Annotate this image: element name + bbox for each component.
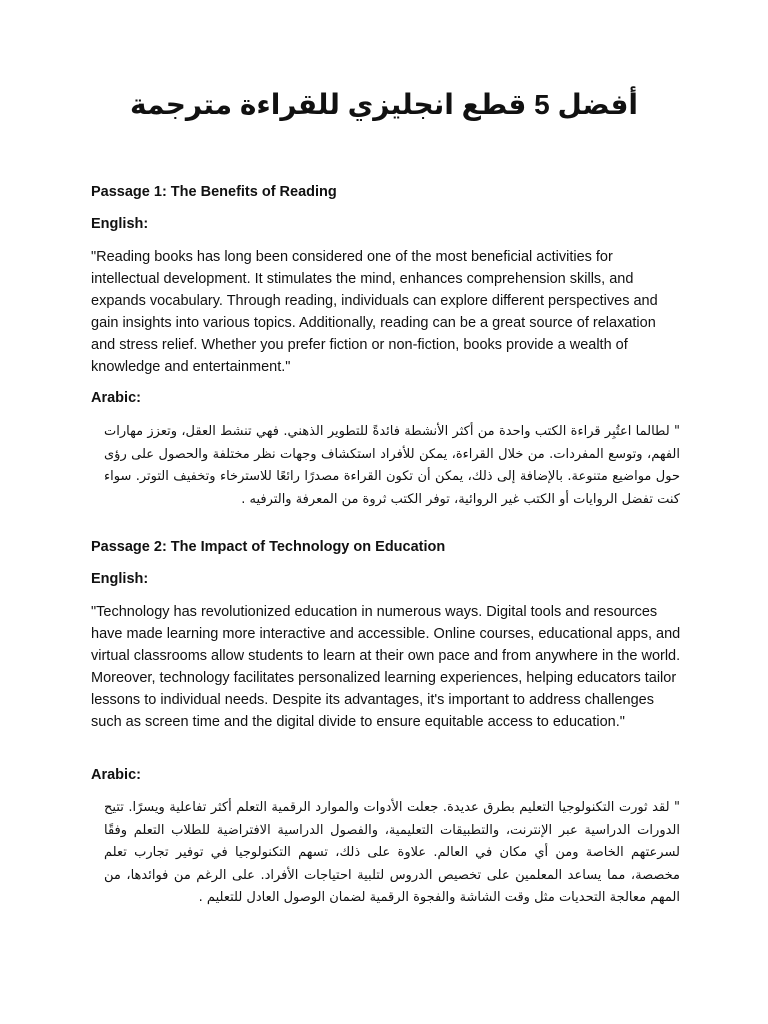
passage-2-english-text: "Technology has revolutionized education in numerous ways. Digital tools and resources have made learning more interactive and accessible. Online courses, educational apps, and virtual classrooms allow students to learn at their own pace and from anywhere in the world. Moreover, technology facilitates personalized learning experiences, helping educators tailor lessons to individual needs. Despite its advantages, it's important to address challenges such as screen time and the digital divide to ensure equitable access to education."	[91, 604, 681, 730]
passage-1-heading: Passage 1: The Benefits of Reading	[91, 184, 337, 200]
passage-1-english-text: "Reading books has long been considered one of the most beneficial activities for intellectual development. It stimulates the mind, enhances comprehension skills, and expands vocabulary. Through reading, individuals can explore different perspectives and gain insights into various topics. Additionally, reading can be a great source of relaxation and stress relief. Whether you prefer fiction or non-fiction, books provide a wealth of knowledge and entertainment."	[91, 249, 658, 375]
passage-1-arabic-text: " لطالما اعتُبِر قراءة الكتب واحدة من أكثر الأنشطة فائدةً للتطوير الذهني. فهي تنشط العقل، وتعزز مهارات الفهم، وتوسع المفردات. من خلال القراءة، يمكن للأفراد استكشاف وجهات نظر مختلفة والحصول على رؤى حول مواضيع متنوعة. بالإضافة إلى ذلك، يمكن أن تكون القراءة مصدرًا رائعًا للاسترخاء وتخفيف التوتر. سواء كنت تفضل الروايات أو الكتب غير الروائية، توفر الكتب ثروة من المعرفة والترفيه .	[104, 424, 680, 507]
passage-2-arabic-text: " لقد ثورت التكنولوجيا التعليم بطرق عديدة. جعلت الأدوات والموارد الرقمية التعلم أكثر تفاعلية ويسرًا. تتيح الدورات الدراسية عبر الإنترنت، والتطبيقات التعليمية، والفصول الدراسية الافتراضية للطلاب التعلم وفقًا لسرعتهم الخاصة ومن أي مكان في العالم. علاوة على ذلك، تسهم التكنولوجيا في توفير تجارب تعلم مخصصة، مما يساعد المعلمين على تخصيص الدروس لتلبية احتياجات الأفراد. على الرغم من فوائدها، من المهم معالجة التحديات مثل وقت الشاشة والفجوة الرقمية لضمان الوصول العادل للتعليم .	[104, 800, 680, 905]
passage-2-arabic-label: Arabic:	[91, 767, 141, 783]
page-title: أفضل 5 قطع انجليزي للقراءة مترجمة	[129, 89, 639, 120]
passage-2-heading: Passage 2: The Impact of Technology on Education	[91, 539, 446, 555]
passage-2-english-label: English:	[91, 571, 149, 587]
passage-1-arabic-label: Arabic:	[91, 390, 141, 406]
passage-1-english-label: English:	[91, 216, 149, 232]
